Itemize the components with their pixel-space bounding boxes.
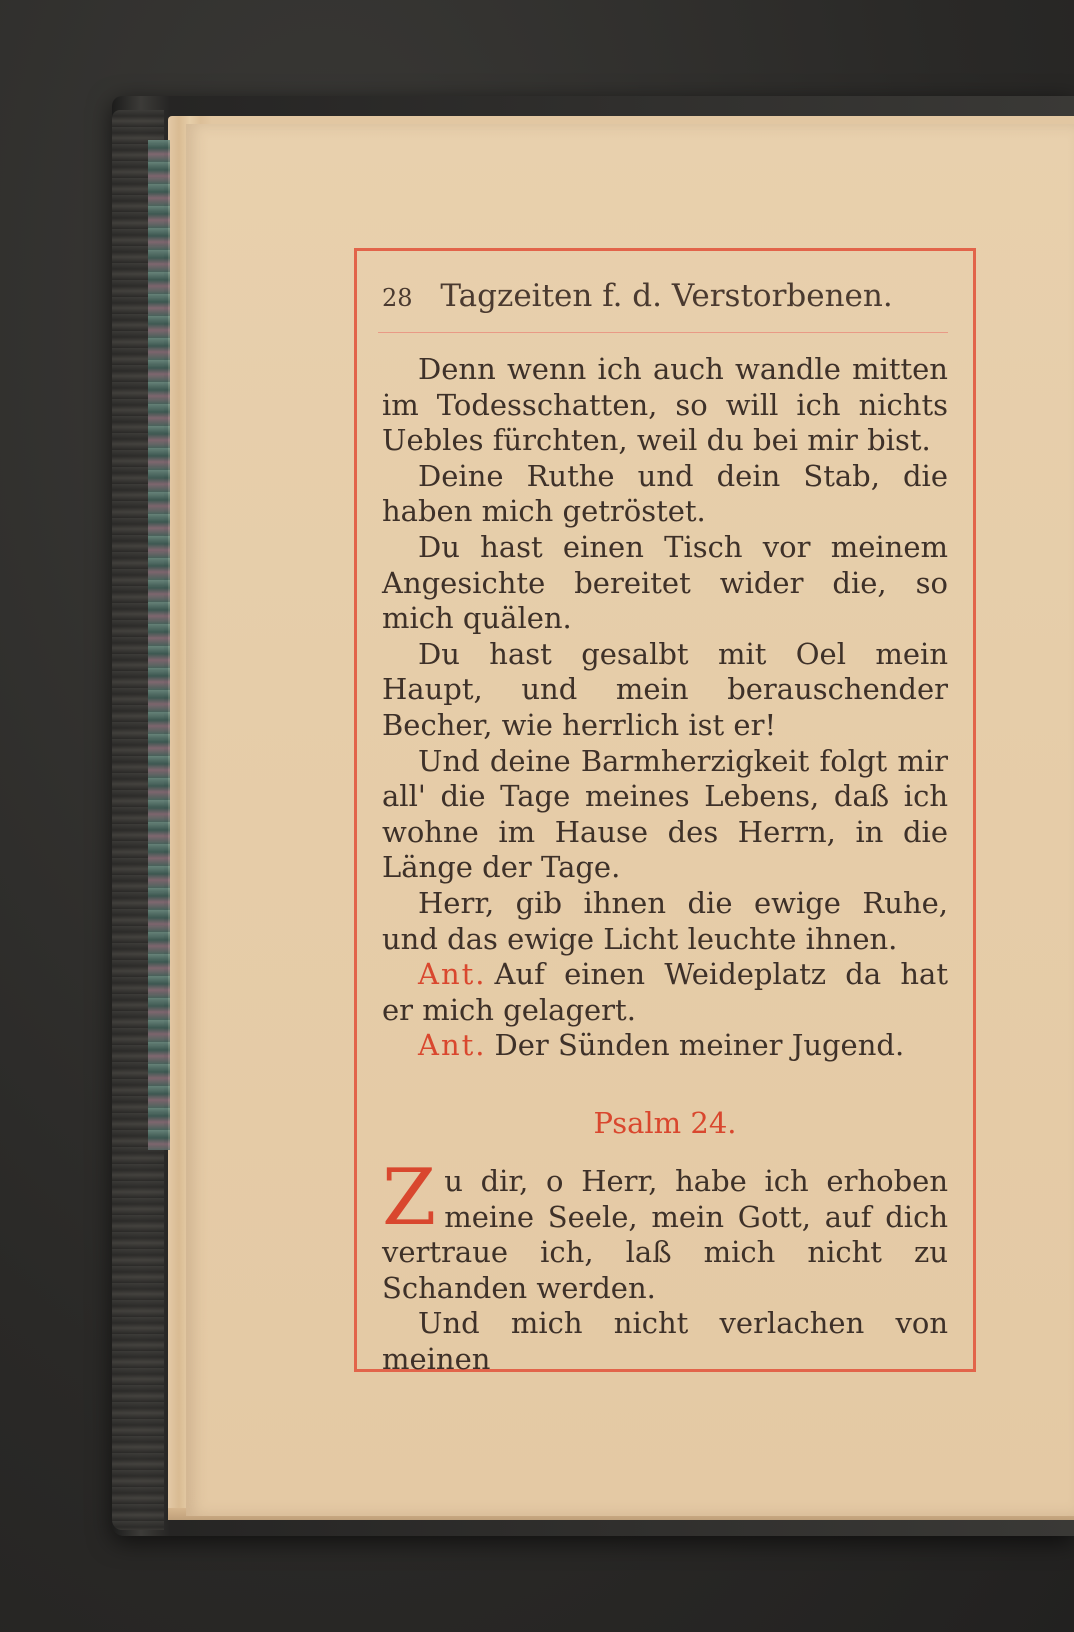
verse-paragraph: Denn wenn ich auch wandle mitten im Todesschatten, so will ich nichts Uebles fürchten, weil du bei mir bist.: [382, 352, 948, 458]
antiphon-text: Auf einen Weideplatz da hat er mich gelagert.: [382, 957, 948, 1027]
antiphon-text: Der Sünden meiner Jugend.: [494, 1028, 905, 1063]
antiphon-label: Ant.: [418, 1028, 487, 1063]
psalm-title: Psalm 24.: [593, 1106, 737, 1140]
marbled-edge: [148, 140, 170, 1150]
psalm-paragraph-text: u dir, o Herr, habe ich erhoben meine Seele, mein Gott, auf dich vertraue ich, laß mich nicht zu Schanden werden.: [382, 1164, 948, 1305]
psalm-paragraph: Und mich nicht verlachen von meinen: [382, 1306, 948, 1376]
verse-paragraph: Deine Ruthe und dein Stab, die haben mich getröstet.: [382, 458, 948, 529]
running-title: Tagzeiten f. d. Verstorbenen.: [440, 278, 893, 314]
psalm-paragraph: [382, 1153, 948, 1306]
verse-paragraph: Herr, gib ihnen die ewige Ruhe, und das ewige Licht leuchte ihnen.: [382, 885, 948, 956]
running-head: [382, 278, 942, 314]
verse-paragraph: Du hast einen Tisch vor meinem Angesichte bereitet wider die, so mich quälen.: [382, 529, 948, 636]
verse-paragraph: Du hast gesalbt mit Oel mein Haupt, und mein berauschender Becher, wie herrlich ist er!: [382, 636, 948, 742]
psalm-text: [382, 1153, 948, 1378]
antiphon: [382, 957, 948, 1028]
drop-cap: Z: [382, 1153, 437, 1243]
verse-text: [382, 352, 948, 1064]
antiphon: [382, 1028, 948, 1064]
page-number: 28: [382, 284, 413, 312]
antiphon-label: Ant.: [418, 957, 487, 992]
verse-paragraph: Und deine Barmherzigkeit folgt mir all' die Tage meines Lebens, daß ich wohne im Hause des Herrn, in die Länge der Tage.: [382, 743, 948, 885]
header-rule: [378, 332, 948, 333]
